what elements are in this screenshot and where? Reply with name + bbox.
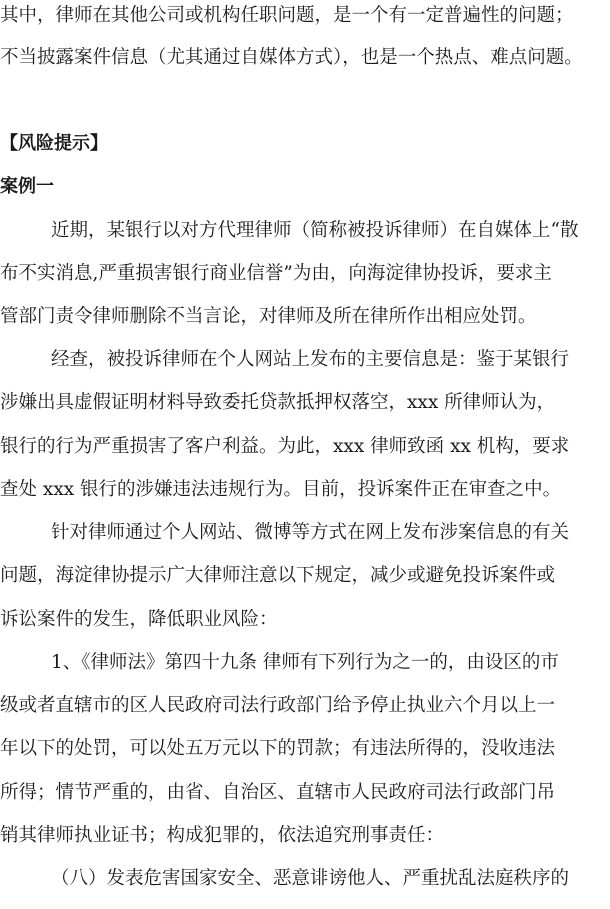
para1-line-3: 管部门责令律师删除不当言论，对律师及所在律所作出相应处罚。	[0, 306, 537, 327]
para5-line-1: （八）发表危害国家安全、恶意诽谤他人、严重扰乱法庭秩序的	[51, 868, 570, 889]
case-title: 案例一	[0, 176, 54, 197]
para1-line-2: 布不实消息,严重损害银行商业信誉”为由，向海淀律协投诉，要求主	[0, 263, 552, 284]
para4-line-3: 年以下的处罚，可以处五万元以下的罚款；有违法所得的，没收违法	[0, 738, 556, 759]
intro-line-2: 不当披露案件信息（尤其通过自媒体方式），也是一个热点、难点问题。	[0, 47, 583, 68]
para3-line-1: 针对律师通过个人网站、微博等方式在网上发布涉案信息的有关	[51, 522, 570, 543]
para4-line-2: 级或者直辖市的区人民政府司法行政部门给予停止执业六个月以上一	[0, 695, 556, 716]
para4-line-4: 所得；情节严重的，由省、自治区、直辖市人民政府司法行政部门吊	[0, 782, 556, 803]
para3-line-3: 诉讼案件的发生，降低职业风险：	[0, 609, 278, 630]
para2-line-4: 查处 xxx 银行的涉嫌违法违规行为。目前，投诉案件正在审查之中。	[0, 479, 562, 500]
para4-line-5: 销其律师执业证书；构成犯罪的，依法追究刑事责任：	[0, 825, 445, 846]
para1-line-1: 近期，某银行以对方代理律师（简称被投诉律师）在自媒体上“散	[51, 220, 579, 241]
intro-line-1: 其中，律师在其他公司或机构任职问题，是一个有一定普遍性的问题；	[0, 5, 574, 26]
para2-line-2: 涉嫌出具虚假证明材料导致委托贷款抵押权落空，xxx 所律师认为，	[0, 392, 556, 413]
para2-line-1: 经查，被投诉律师在个人网站上发布的主要信息是：鉴于某银行	[51, 349, 570, 370]
section-title: 【风险提示】	[0, 133, 108, 154]
para3-line-2: 问题，海淀律协提示广大律师注意以下规定，减少或避免投诉案件或	[0, 565, 556, 586]
para2-line-3: 银行的行为严重损害了客户利益。为此，xxx 律师致函 xx 机构，要求	[0, 436, 570, 457]
para4-line-1: 1、《律师法》第四十九条 律师有下列行为之一的，由设区的市	[51, 652, 559, 673]
